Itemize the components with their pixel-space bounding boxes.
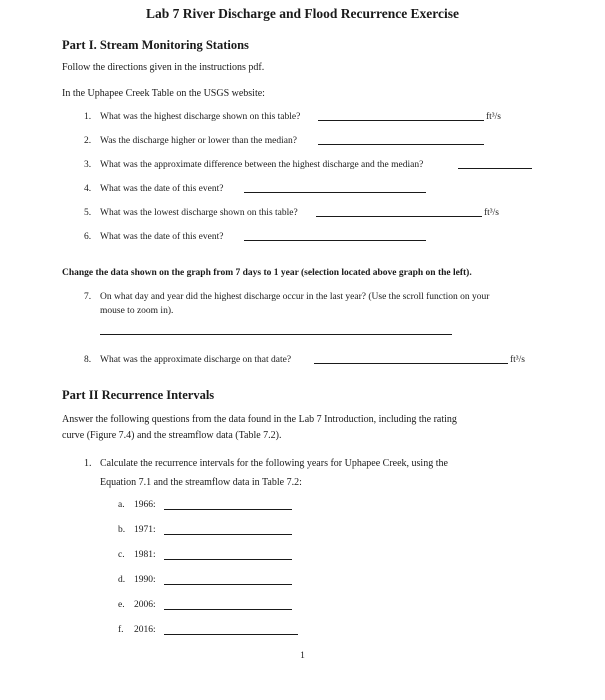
year-item-c: [118, 550, 156, 560]
year-item-f: [118, 625, 156, 635]
answer-line-7[interactable]: [100, 334, 452, 335]
question-8: [84, 355, 291, 365]
question-number: 5.: [84, 208, 92, 218]
question-number: 2.: [84, 136, 92, 146]
question-3: [84, 160, 423, 170]
item-year: 1981:: [134, 550, 156, 560]
question-number: 4.: [84, 184, 92, 194]
page-number: 1: [300, 651, 305, 661]
question-number: 3.: [84, 160, 92, 170]
question-text: What was the date of this event?: [100, 184, 224, 194]
question-2: [84, 136, 297, 146]
question-text: What was the date of this event?: [100, 232, 224, 242]
item-year: 1971:: [134, 525, 156, 535]
answer-line-2016[interactable]: [164, 634, 298, 635]
question-number: 7.: [84, 292, 92, 302]
part1-intro-1: Follow the directions given in the instructions pdf.: [62, 62, 265, 73]
item-letter: c.: [118, 550, 125, 560]
question-number: 1.: [84, 112, 92, 122]
question-number: 8.: [84, 355, 92, 365]
question-text: What was the approximate discharge on that date?: [100, 355, 292, 365]
part1-intro-2: In the Uphapee Creek Table on the USGS website:: [62, 88, 265, 99]
question-7: [84, 292, 489, 302]
item-letter: f.: [118, 625, 124, 635]
question-1: [84, 112, 300, 122]
answer-line-5[interactable]: [316, 216, 482, 217]
unit-label: ft³/s: [484, 208, 499, 218]
year-item-b: [118, 525, 156, 535]
answer-line-2[interactable]: [318, 144, 484, 145]
question-text: What was the lowest discharge shown on this table?: [100, 208, 298, 218]
question-7-continued: mouse to zoom in).: [100, 306, 174, 316]
item-year: 2006:: [134, 600, 156, 610]
answer-line-1966[interactable]: [164, 509, 292, 510]
answer-line-6[interactable]: [244, 240, 426, 241]
part2-heading: Part II Recurrence Intervals: [62, 388, 215, 402]
year-item-d: [118, 575, 156, 585]
item-letter: e.: [118, 600, 125, 610]
answer-line-1[interactable]: [318, 120, 484, 121]
question-number: 6.: [84, 232, 92, 242]
answer-line-1971[interactable]: [164, 534, 292, 535]
part1-heading: Part I. Stream Monitoring Stations: [62, 38, 249, 52]
year-item-e: [118, 600, 156, 610]
part2-intro-2: curve (Figure 7.4) and the streamflow data (Table 7.2).: [62, 430, 282, 441]
item-year: 1990:: [134, 575, 156, 585]
unit-label: ft³/s: [486, 112, 501, 122]
question-text: What was the approximate difference between the highest discharge and the median?: [100, 160, 424, 170]
question-text: Calculate the recurrence intervals for the following years for Uphapee Creek, using the: [100, 458, 448, 469]
answer-line-1981[interactable]: [164, 559, 292, 560]
page-title: Lab 7 River Discharge and Flood Recurrence Exercise: [145, 6, 460, 21]
item-year: 1966:: [134, 500, 156, 510]
item-letter: a.: [118, 500, 125, 510]
answer-line-1990[interactable]: [164, 584, 292, 585]
question-6: [84, 232, 223, 242]
part2-question-1: [84, 458, 448, 469]
answer-line-4[interactable]: [244, 192, 426, 193]
question-5: [84, 208, 298, 218]
question-text: On what day and year did the highest discharge occur in the last year? (Use the scroll function on your: [100, 292, 490, 302]
item-letter: d.: [118, 575, 126, 585]
question-4: [84, 184, 223, 194]
answer-line-3[interactable]: [458, 168, 532, 169]
year-item-a: [118, 500, 156, 510]
unit-label: ft³/s: [510, 355, 525, 365]
question-number: 1.: [84, 458, 92, 469]
item-year: 2016:: [134, 625, 156, 635]
part2-intro-1: Answer the following questions from the data found in the Lab 7 Introduction, including the rating: [62, 414, 457, 425]
item-letter: b.: [118, 525, 126, 535]
question-text: Was the discharge higher or lower than the median?: [100, 136, 297, 146]
answer-line-2006[interactable]: [164, 609, 292, 610]
question-text: What was the highest discharge shown on this table?: [100, 112, 301, 122]
answer-line-8[interactable]: [314, 363, 508, 364]
change-instruction: Change the data shown on the graph from 7 days to 1 year (selection located above graph on the left).: [62, 268, 472, 278]
part2-question-1-continued: Equation 7.1 and the streamflow data in Table 7.2:: [100, 477, 302, 488]
